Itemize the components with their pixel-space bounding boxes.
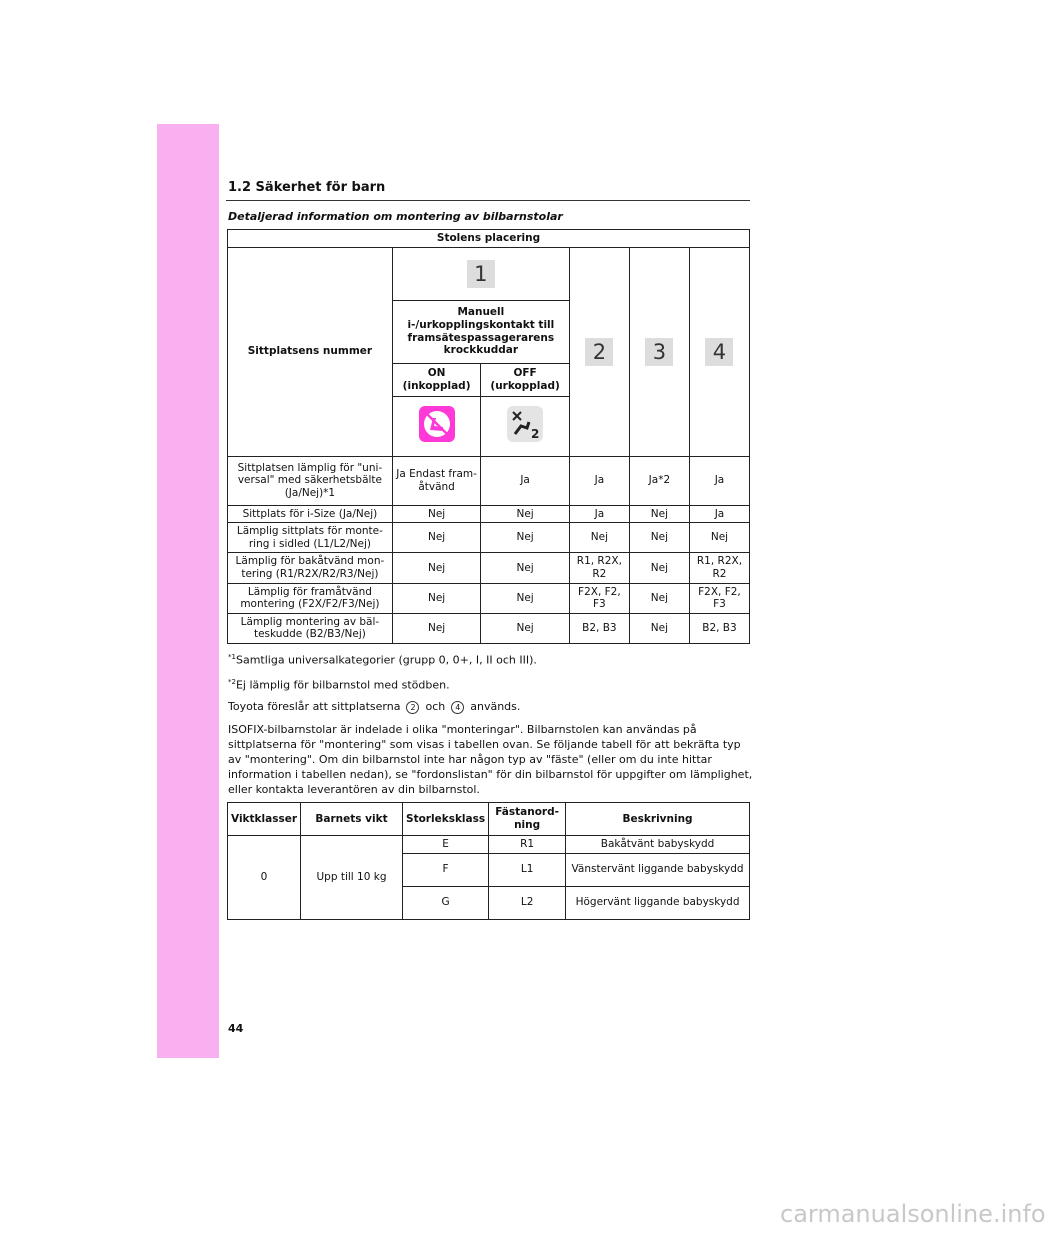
fixture-r1: R1 — [489, 836, 566, 854]
row-rearward-c5: R1, R2X, R2 — [689, 553, 749, 583]
row-booster-c1: Nej — [392, 613, 481, 643]
row-lateral-c3: Nej — [569, 523, 629, 553]
row-rearward-c4: Nej — [629, 553, 689, 583]
row-isize-c1: Nej — [392, 505, 481, 523]
row-rearward-c1: Nej — [392, 553, 481, 583]
row-forward-c4: Nej — [629, 583, 689, 613]
row-forward-c3: F2X, F2, F3 — [569, 583, 629, 613]
footnote-2: $^{*2}$Ej lämplig för bilbarnstol med stödben. — [228, 678, 450, 692]
airbag-switch-header: Manuell i-/urkopplingskontakt till framsätespassagerarens krockkuddar — [392, 300, 569, 363]
subtitle: Detaljerad information om montering av bilbarnstolar — [228, 210, 563, 223]
row-rearward-label: Lämplig för bakåtvänd mon-tering (R1/R2X/R2/R3/Nej) — [228, 553, 393, 583]
isofix-paragraph: ISOFIX-bilbarnstolar är indelade i olika "monteringar". Bilbarnstolen kan användas på sittplatserna för "montering" som visas i tabellen ovan. Se följande tabell för att bekräfta typ av "montering". Om din bilbarnstol inte har någon typ av "fäste" (eller om du inte hittar information i tabellen nedan), se "fordonslistan" för din bilbarnstol för uppgifter om lämplighet, eller kontakta leverantören av din bilbarnstol. — [228, 723, 753, 796]
row-isize-label: Sittplats för i-Size (Ja/Nej) — [228, 505, 393, 523]
section-title: 1.2 Säkerhet för barn — [228, 180, 386, 195]
row-lateral-c2: Nej — [481, 523, 570, 553]
row-lateral-c1: Nej — [392, 523, 481, 553]
row-lateral-c5: Nej — [689, 523, 749, 553]
header-rule — [226, 200, 750, 201]
row-booster-c5: B2, B3 — [689, 613, 749, 643]
row-booster-c3: B2, B3 — [569, 613, 629, 643]
seat-number-header: Sittplatsens nummer — [228, 247, 393, 456]
row-universal-c3: Ja — [569, 456, 629, 505]
row-universal-label: Sittplatsen lämplig för "uni-versal" med säkerhetsbälte (Ja/Nej)*1 — [228, 456, 393, 505]
row-booster-label: Lämplig montering av bäl-teskudde (B2/B3/Nej) — [228, 613, 393, 643]
row-isize-c2: Nej — [481, 505, 570, 523]
off-header: OFF (urkopplad) — [481, 363, 570, 396]
header-fixture: Fästanord-ning — [489, 803, 566, 836]
header-size-class: Storleksklass — [403, 803, 489, 836]
page-tab-sidebar — [157, 124, 219, 1058]
seat-placement-table — [227, 229, 750, 644]
desc-e: Bakåtvänt babyskydd — [566, 836, 750, 854]
fixture-l1: L1 — [489, 853, 566, 886]
size-e: E — [403, 836, 489, 854]
desc-f: Vänstervänt liggande babyskydd — [566, 853, 750, 886]
row-isize-c5: Ja — [689, 505, 749, 523]
fixture-l2: L2 — [489, 886, 566, 919]
watermark: carmanualsonline.info — [780, 1200, 1046, 1228]
seat-number-1: 1 — [467, 260, 495, 288]
desc-g: Högervänt liggande babyskydd — [566, 886, 750, 919]
footnote-1: $^{*1}$Samtliga universalkategorier (grupp 0, 0+, I, II och III). — [228, 653, 537, 667]
size-g: G — [403, 886, 489, 919]
row-universal-c5: Ja — [689, 456, 749, 505]
row-universal-c4: Ja*2 — [629, 456, 689, 505]
seat-number-4: 4 — [705, 338, 733, 366]
isofix-size-table — [227, 802, 750, 920]
row-rearward-c2: Nej — [481, 553, 570, 583]
seat-2-circle-icon: 2 — [406, 701, 419, 714]
size-f: F — [403, 853, 489, 886]
airbag-off-icon — [507, 406, 543, 442]
airbag-on-icon — [419, 406, 455, 442]
header-child-weight: Barnets vikt — [301, 803, 403, 836]
header-weight-class: Viktklasser — [228, 803, 301, 836]
row-booster-c2: Nej — [481, 613, 570, 643]
row-forward-c5: F2X, F2, F3 — [689, 583, 749, 613]
row-universal-c2: Ja — [481, 456, 570, 505]
row-lateral-label: Lämplig sittplats för monte-ring i sidled (L1/L2/Nej) — [228, 523, 393, 553]
toyota-suggestion: Toyota föreslår att sittplatserna 2 och 4 används. — [228, 700, 521, 713]
seat-number-3: 3 — [645, 338, 673, 366]
row-lateral-c4: Nej — [629, 523, 689, 553]
seat-number-2: 2 — [585, 338, 613, 366]
row-rearward-c3: R1, R2X, R2 — [569, 553, 629, 583]
seat-4-circle-icon: 4 — [451, 701, 464, 714]
table-top-header: Stolens placering — [228, 230, 750, 248]
row-universal-c1: Ja Endast fram-åtvänd — [392, 456, 481, 505]
row-booster-c4: Nej — [629, 613, 689, 643]
row-forward-label: Lämplig för framåtvänd montering (F2X/F2/F3/Nej) — [228, 583, 393, 613]
row-forward-c2: Nej — [481, 583, 570, 613]
on-header: ON (inkopplad) — [392, 363, 481, 396]
svg-text:2: 2 — [531, 427, 540, 442]
page-number: 44 — [228, 1022, 244, 1035]
row-isize-c4: Nej — [629, 505, 689, 523]
row-isize-c3: Ja — [569, 505, 629, 523]
group-cell: 0 — [228, 836, 301, 920]
row-forward-c1: Nej — [392, 583, 481, 613]
header-description: Beskrivning — [566, 803, 750, 836]
weight-cell: Upp till 10 kg — [301, 836, 403, 920]
